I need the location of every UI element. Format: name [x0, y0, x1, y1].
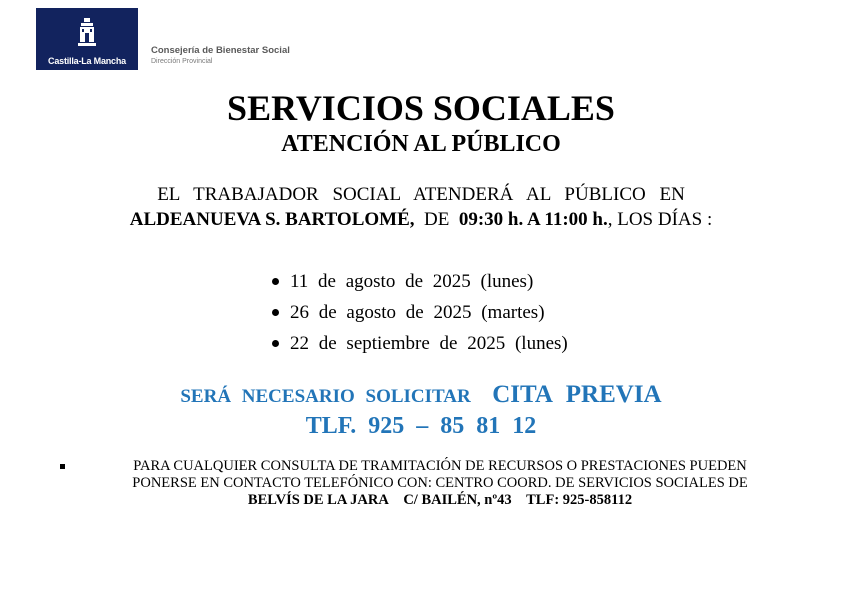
date-text: 11 de agosto de 2025 (lunes) [290, 271, 534, 292]
dates-list [268, 266, 568, 359]
intro-line: EL TRABAJADOR SOCIAL ATENDERÁ AL PÚBLICO EN [157, 184, 685, 205]
cita-notice [0, 380, 842, 412]
footer-address: C/ BAILÉN, nº43 [403, 492, 512, 508]
footer-phone: TLF: 925-858112 [526, 492, 633, 508]
place-name: ALDEANUEVA S. BARTOLOMÉ, [129, 209, 415, 230]
de-text: DE [424, 209, 450, 230]
department-name: Consejería de Bienestar Social [151, 45, 290, 56]
date-item [268, 297, 568, 328]
cita-previa-emphasis: CITA PREVIA [492, 381, 662, 408]
days-label: , LOS DÍAS : [607, 209, 713, 230]
footer-line-1: PARA CUALQUIER CONSULTA DE TRAMITACIÓN DE RECURSOS O PRESTACIONES PUEDEN [133, 458, 747, 474]
date-text: 22 de septiembre de 2025 (lunes) [290, 333, 568, 354]
page-subtitle: ATENCIÓN AL PÚBLICO [281, 131, 561, 157]
bullet-icon [272, 340, 279, 347]
date-item [268, 328, 568, 359]
square-bullet-icon [60, 464, 65, 469]
castilla-la-mancha-logo [36, 8, 138, 70]
bullet-icon [272, 278, 279, 285]
intro-place-line [0, 208, 842, 232]
logo-text: Castilla-La Mancha [48, 56, 126, 66]
date-item [268, 266, 568, 297]
footer-line-3 [80, 492, 800, 509]
cita-phone: TLF. 925 – 85 81 12 [305, 413, 537, 439]
page-title: SERVICIOS SOCIALES [227, 88, 615, 128]
footer-line-2: PONERSE EN CONTACTO TELEFÓNICO CON: CENTRO COORD. DE SERVICIOS SOCIALES DE [132, 475, 748, 491]
castle-emblem-icon [77, 18, 97, 48]
bullet-icon [272, 309, 279, 316]
cita-prefix: SERÁ NECESARIO SOLICITAR [180, 386, 471, 407]
footer-town: BELVÍS DE LA JARA [247, 492, 389, 508]
footer-notice [60, 458, 800, 509]
department-header [151, 46, 290, 65]
schedule-hours: 09:30 h. A 11:00 h. [458, 209, 608, 230]
date-text: 26 de agosto de 2025 (martes) [290, 302, 545, 323]
sub-department: Dirección Provincial [151, 57, 213, 65]
